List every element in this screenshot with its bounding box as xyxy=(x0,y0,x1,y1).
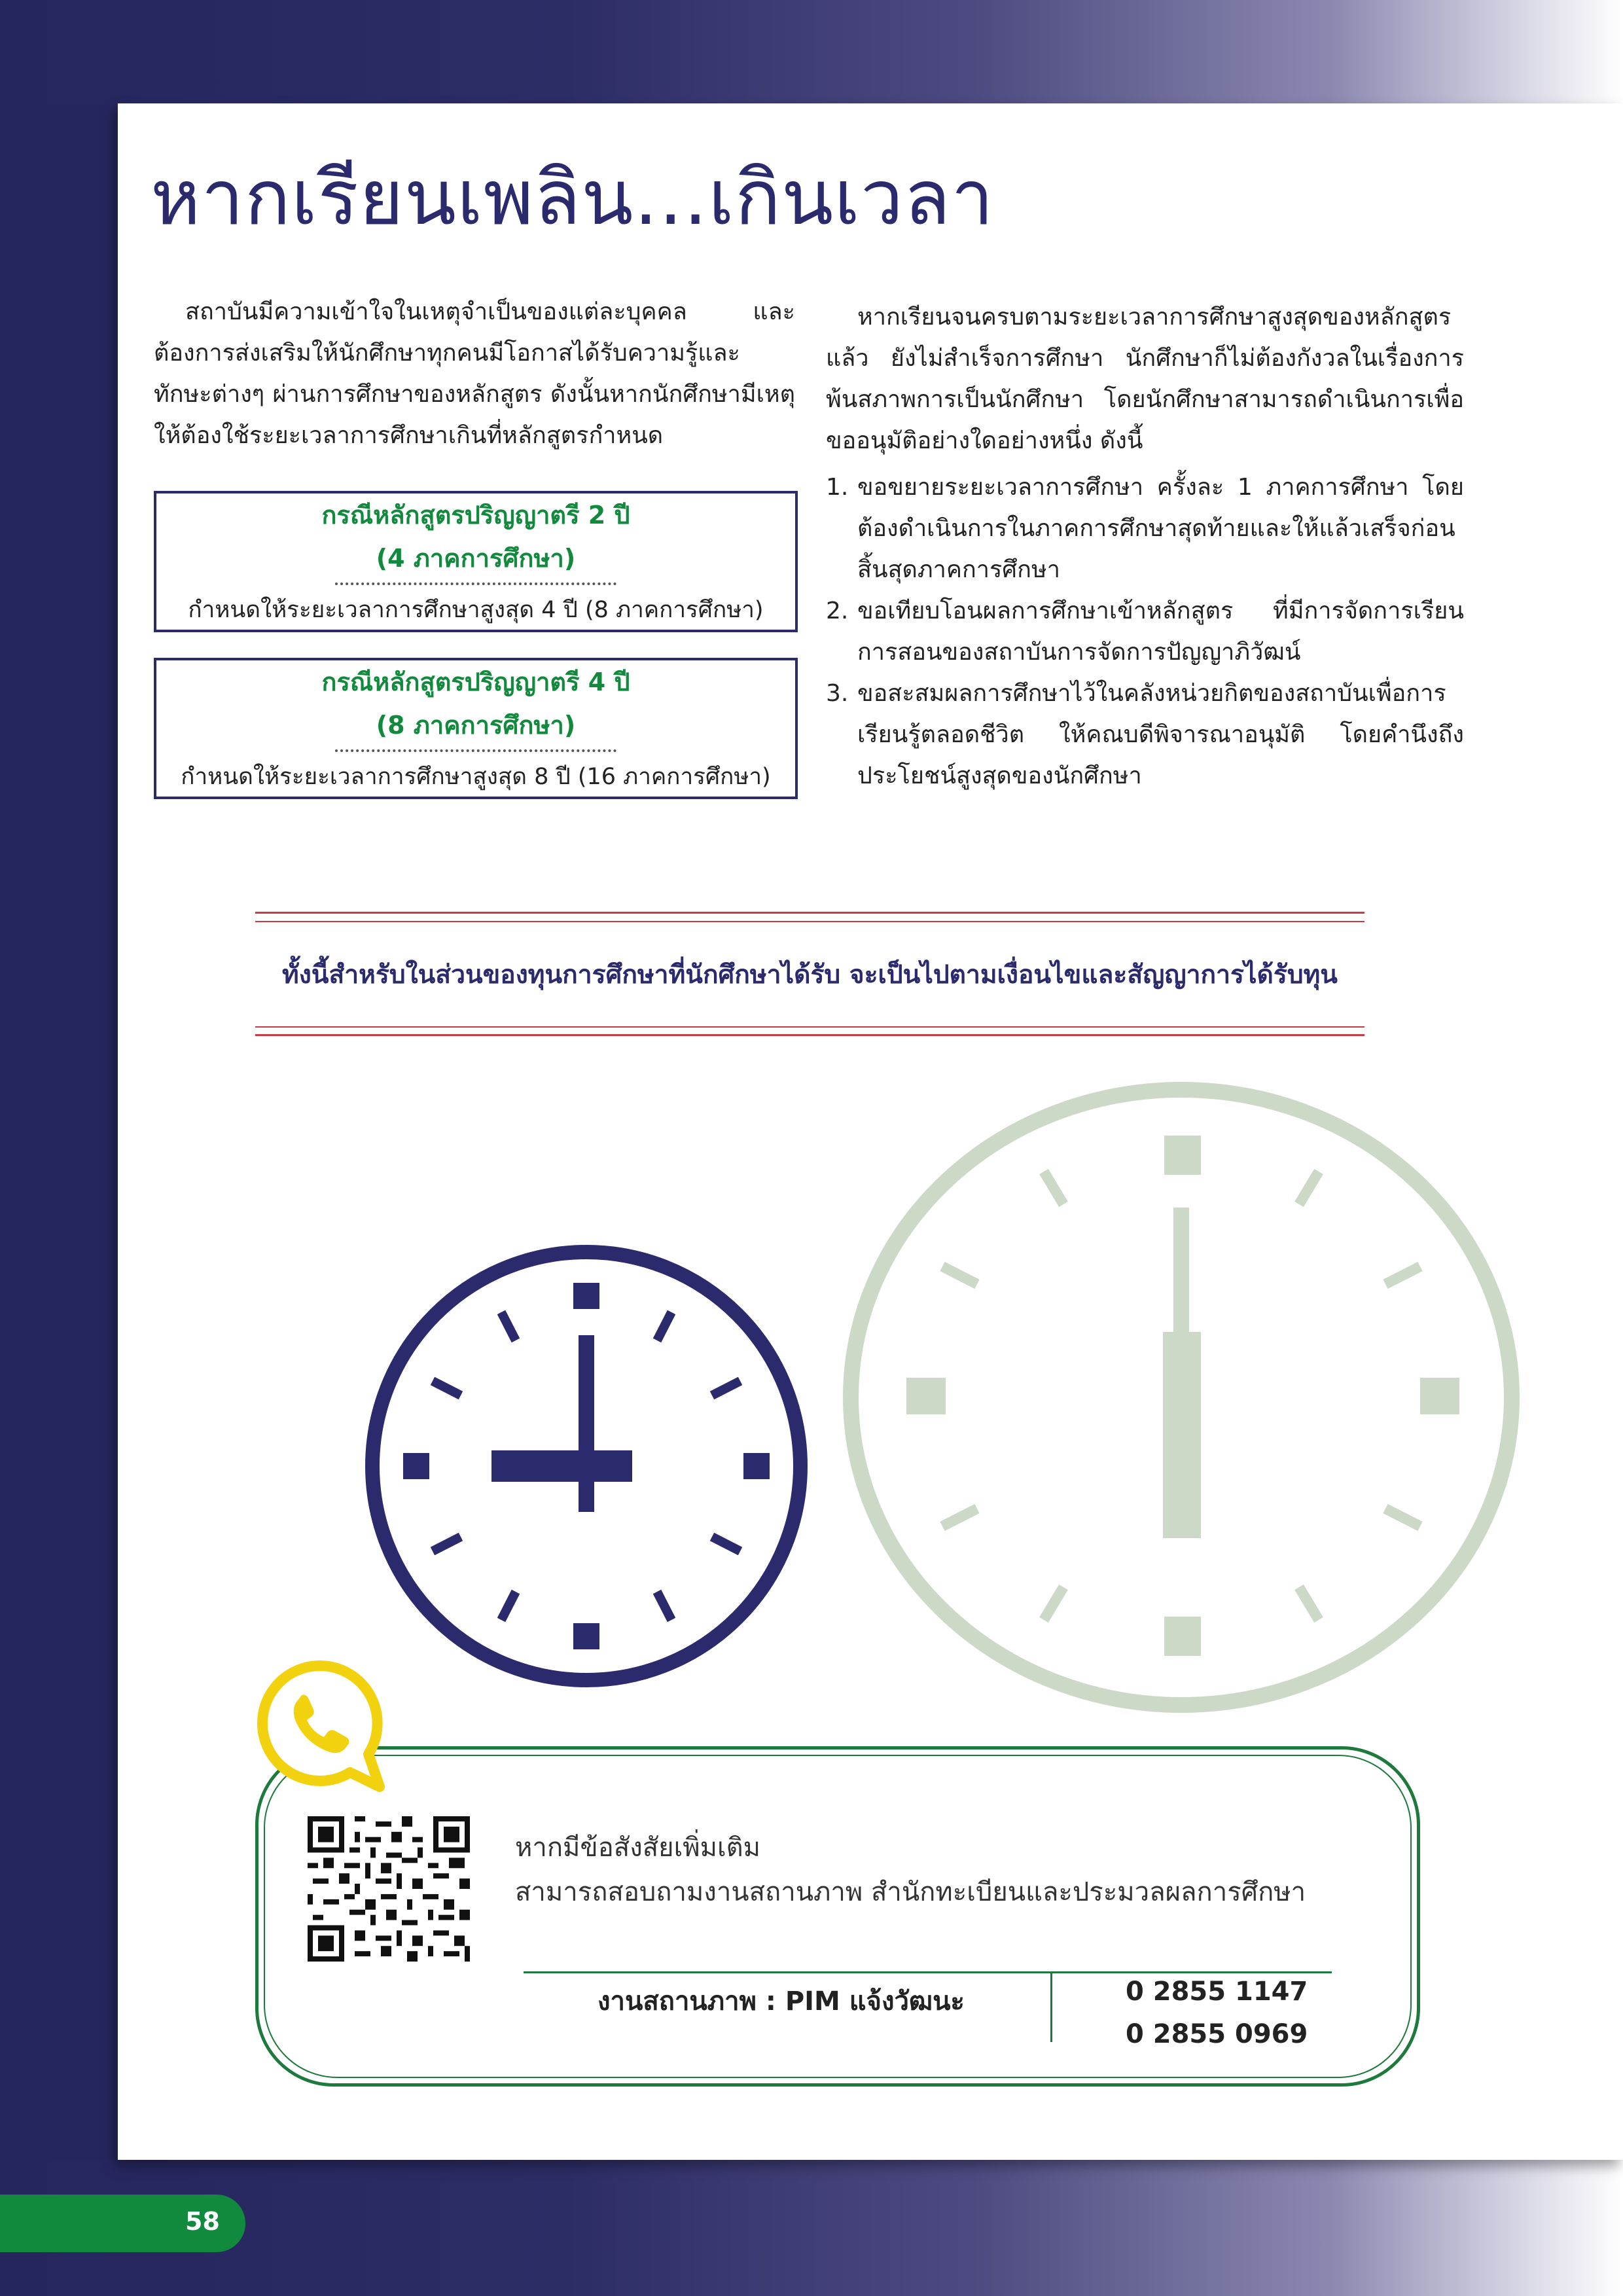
notice-rule-top xyxy=(255,912,1364,914)
contact-phone-1: 0 2855 1147 xyxy=(1126,1977,1308,2007)
top-gradient-band xyxy=(0,0,1623,105)
contact-office-text: สามารถสอบถามงานสถานภาพ สำนักทะเบียนและประมวลผลการศึกษา xyxy=(515,1877,1306,1907)
notice-rule-bottom-inner xyxy=(255,1026,1364,1028)
contact-vertical-divider xyxy=(1050,1971,1052,2042)
case-box-4-year xyxy=(154,658,798,799)
intro-paragraph: สถาบันมีความเข้าใจในเหตุจำเป็นของแต่ละบุคคล และต้องการส่งเสริมให้นักศึกษาทุกคนมีโอกาสได้รับความรู้และทักษะต่างๆ ผ่านการศึกษาของหลักสูตร ดังนั้นหากนักศึกษามีเหตุให้ต้องใช้ระยะเวลาการศึกษาเกินที่หลักสูตรกำหนด xyxy=(154,298,795,449)
case-title: กรณีหลักสูตรปริญญาตรี 4 ปี xyxy=(321,668,630,696)
phone-chat-icon xyxy=(252,1656,389,1793)
case-subtitle: (4 ภาคการศึกษา) xyxy=(376,544,576,573)
case-title: กรณีหลักสูตรปริญญาตรี 2 ปี xyxy=(321,501,630,529)
case-box-2-year xyxy=(154,491,798,632)
contact-unit: งานสถานภาพ : PIM แจ้งวัฒนะ xyxy=(597,1986,965,2017)
right-intro-paragraph: หากเรียนจนครบตามระยะเวลาการศึกษาสูงสุดของหลักสูตรแล้ว ยังไม่สำเร็จการศึกษา นักศึกษาก็ไม่ต้องกังวลในเรื่องการพ้นสภาพการเป็นนักศึกษา โดยนักศึกษาสามารถดำเนินการเพื่อขออนุมัติอย่างใดอย่างหนึ่ง ดังนี้ xyxy=(826,304,1464,454)
case-description: กำหนดให้ระยะเวลาการศึกษาสูงสุด 4 ปี (8 ภาคการศึกษา) xyxy=(188,597,764,623)
contact-divider xyxy=(524,1971,1332,1973)
contact-phone-2: 0 2855 0969 xyxy=(1126,2019,1308,2049)
case-subtitle: (8 ภาคการศึกษา) xyxy=(376,711,576,740)
qr-code xyxy=(308,1816,470,1962)
notice-rule-bottom xyxy=(255,1034,1364,1036)
contact-question-text: หากมีข้อสังสัยเพิ่มเติม xyxy=(515,1833,760,1863)
page-number: 58 xyxy=(185,2207,220,2236)
dotted-divider xyxy=(335,749,616,752)
right-column xyxy=(826,296,1464,797)
list-item: 2. ขอเทียบโอนผลการศึกษาเข้าหลักสูตร ที่มีการจัดการเรียนการสอนของสถาบันการจัดการปัญญาภิวัฒน์ xyxy=(826,598,1464,666)
dotted-divider xyxy=(335,583,616,585)
left-column xyxy=(154,291,795,456)
list-item: 1. ขอขยายระยะเวลาการศึกษา ครั้งละ 1 ภาคการศึกษา โดยต้องดำเนินการในภาคการศึกษาสุดท้ายและให้แล้วเสร็จก่อนสิ้นสุดภาคการศึกษา xyxy=(826,474,1464,583)
case-description: กำหนดให้ระยะเวลาการศึกษาสูงสุด 8 ปี (16 ภาคการศึกษา) xyxy=(181,764,771,790)
clock-icon xyxy=(841,1080,1528,1715)
options-list xyxy=(826,467,1464,797)
page-title: หากเรียนเพลิน...เกินเวลา xyxy=(151,154,995,242)
scholarship-notice: ทั้งนี้สำหรับในส่วนของทุนการศึกษาที่นักศึกษาได้รับ จะเป็นไปตามเงื่อนไขและสัญญาการได้รับทุน xyxy=(282,960,1338,990)
notice-rule-top-inner xyxy=(255,921,1364,922)
list-item: 3. ขอสะสมผลการศึกษาไว้ในคลังหน่วยกิตของสถาบันเพื่อการเรียนรู้ตลอดชีวิต ให้คณบดีพิจารณาอนุมัติ โดยคำนึงถึงประโยชน์สูงสุดของนักศึกษา xyxy=(826,680,1464,789)
clock-icon xyxy=(364,1244,809,1689)
